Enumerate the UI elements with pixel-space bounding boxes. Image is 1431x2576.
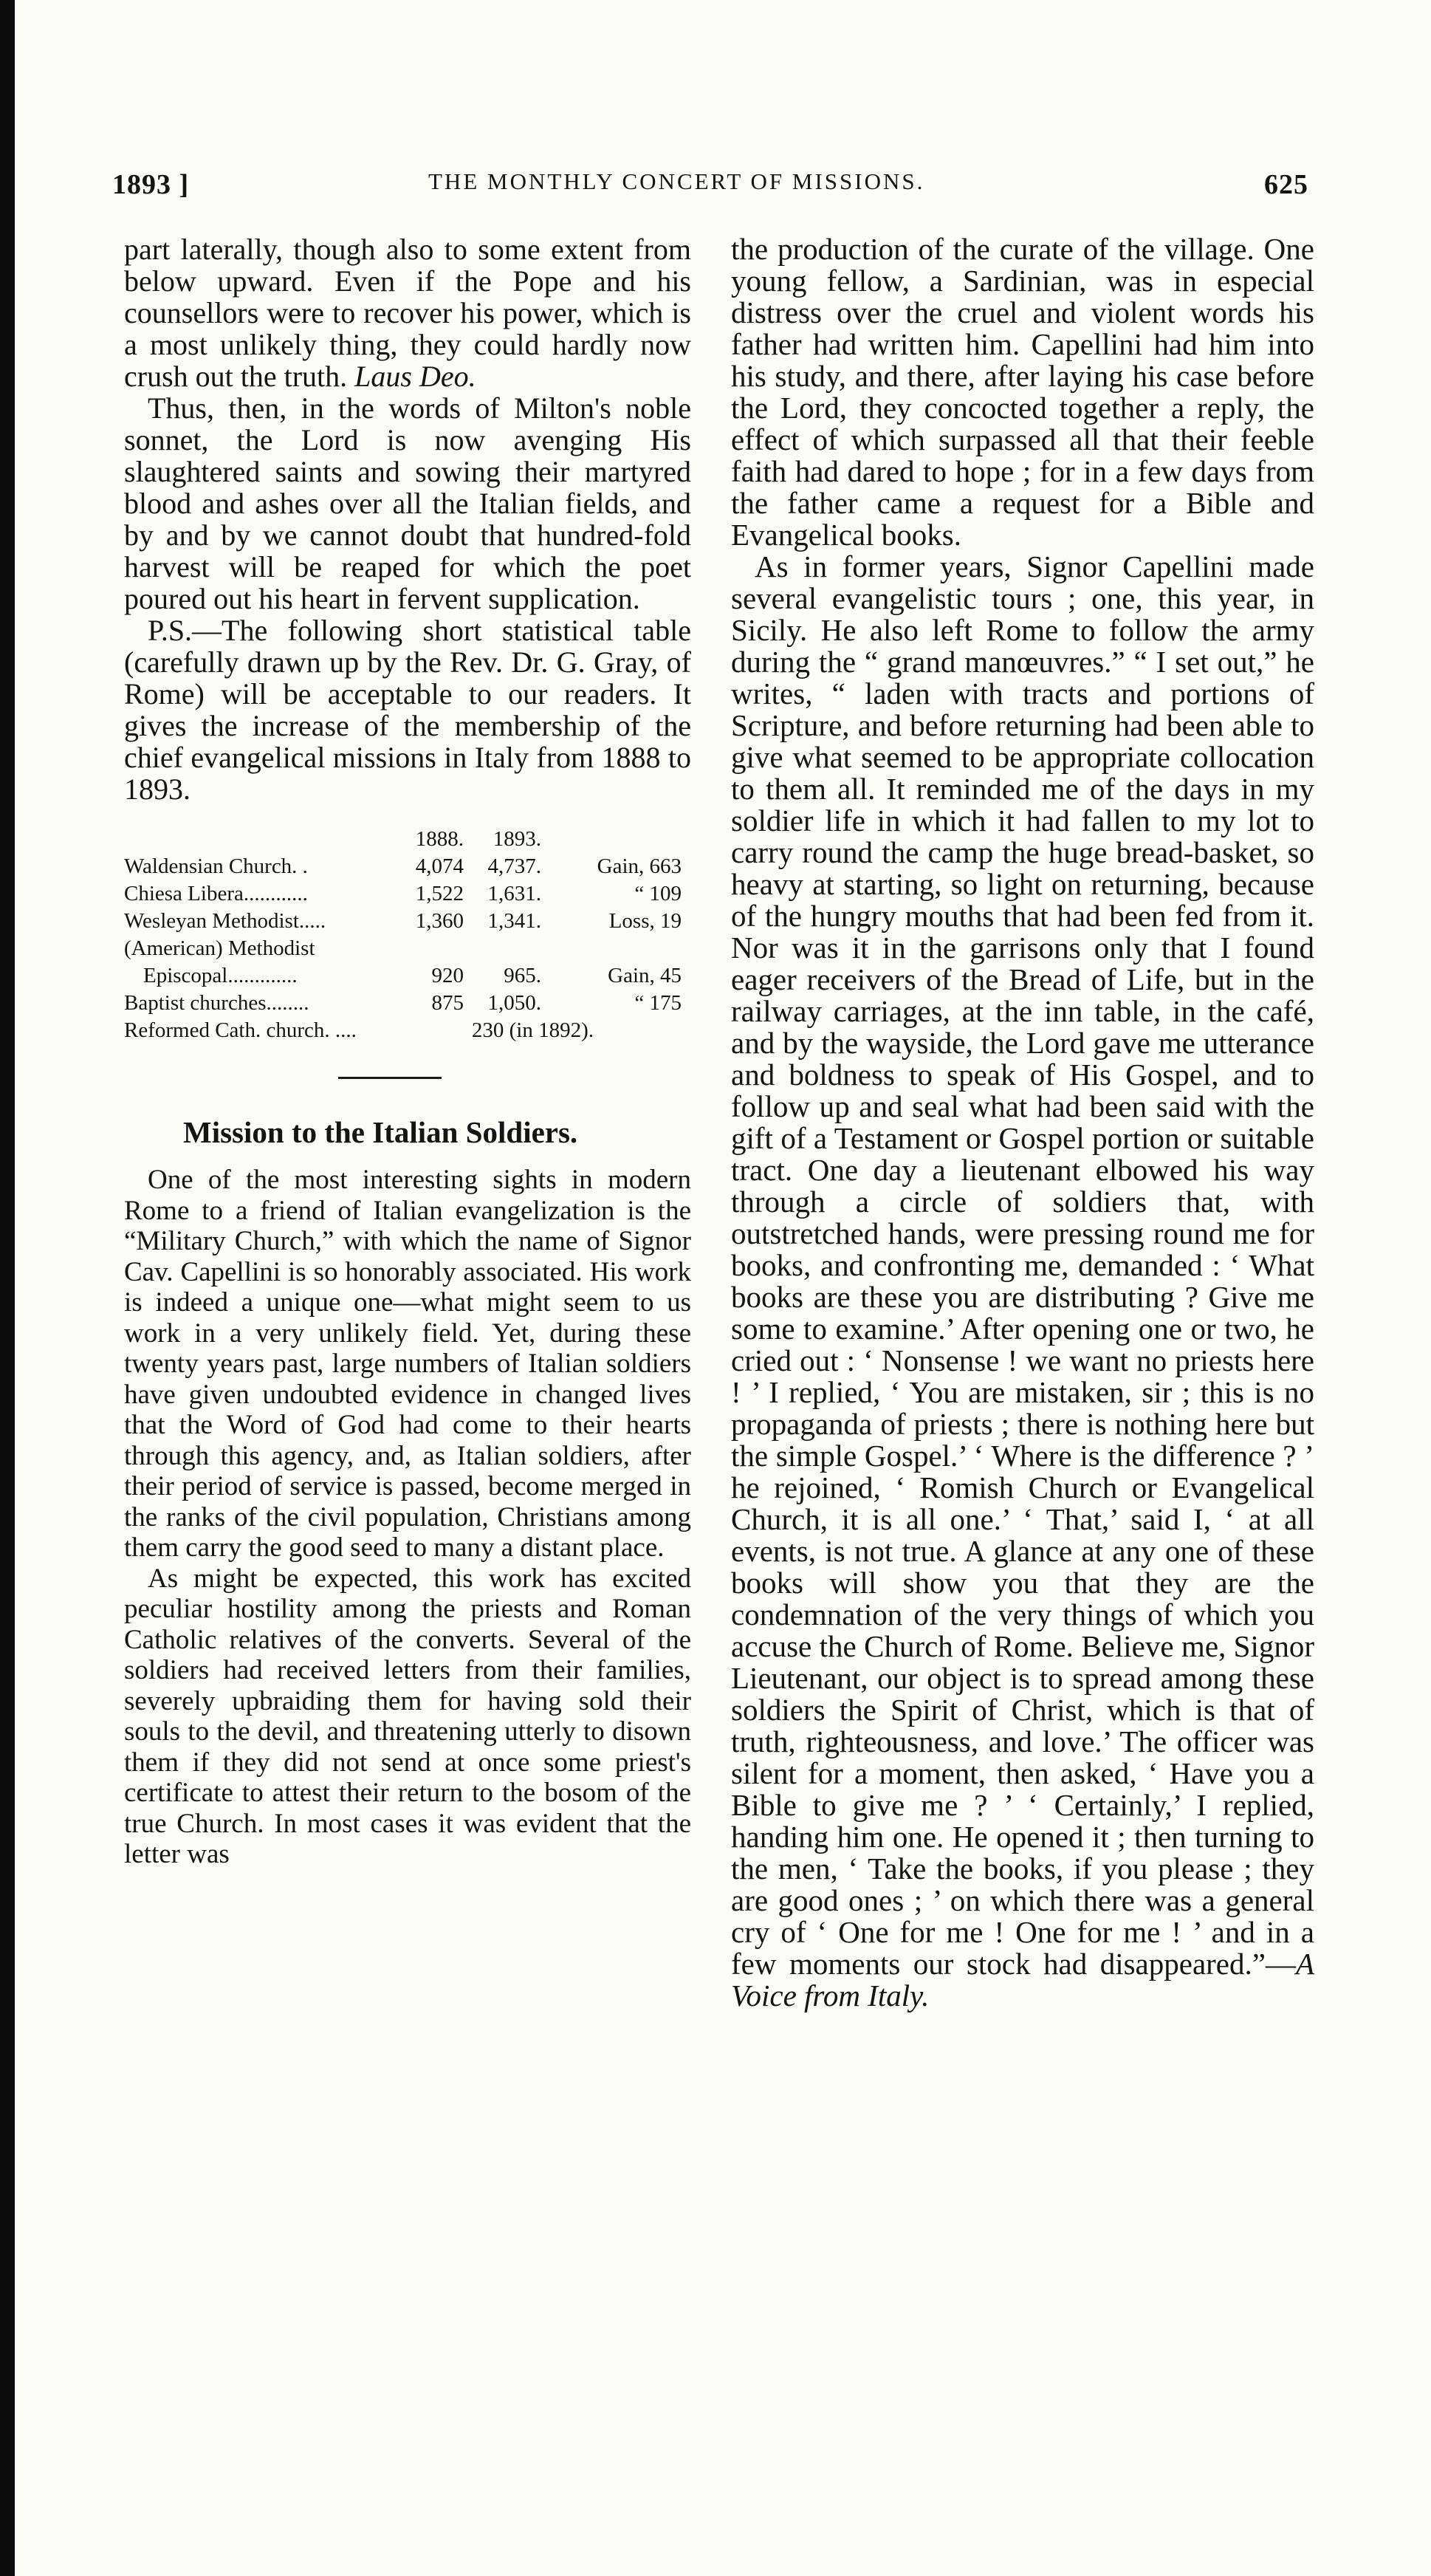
table-cell: 875 [431,991,464,1015]
table-row [124,880,685,908]
scan-border [0,0,15,2576]
column-header: 1893. [493,827,541,851]
table-cell: 1,522 [415,882,464,905]
table-row [124,962,685,990]
right-column [731,233,1314,2012]
page-number: 625 [1264,169,1308,200]
paragraph: As might be expected, this work has excited peculiar hostility among the priests and Roman Catholic relatives of the converts. Several of the soldiers had received letters from their families, severely upbraiding them for having sold their souls to the devil, and threatening utterly to disown them if they did not send at once some priest's certificate to attest their return to the bosom of the true Church. In most cases it was evident that the letter was [124,1563,691,1869]
table-cell: 4,737. [487,854,541,878]
running-head-title: THE MONTHLY CONCERT OF MISSIONS. [428,168,925,194]
paragraph: Thus, then, in the words of Milton's noble sonnet, the Lord is now avenging His slaughtered saints and sowing their martyred blood and ashes over all the Italian fields, and by and by we cannot doubt that hundred-fold harvest will be reaped for which the poet poured out his heart in fervent supplication. [124,391,691,615]
signature-text: A Voice from Italy. [731,1947,1314,2012]
table-cell: 1,360 [415,909,464,933]
table-cell: Gain, 663 [597,854,682,878]
table-cell: (American) Methodist [124,936,315,960]
section-heading: Mission to the Italian Soldiers. [183,1115,578,1149]
table-cell [385,1017,457,1044]
paragraph: P.S.—The following short statistical table (carefully drawn up by the Rev. Dr. G. Gray, of Rome) will be acceptable to our readers. It gives the increase of the membership of the chief evangelical missions in Italy from 1888 to 1893. [124,614,691,806]
table-cell [541,935,682,962]
paragraph [731,551,1314,2012]
running-head-year: 1893 ] [112,169,190,200]
paragraph-text: part laterally, though also to some extent from below upward. Even if the Pope and his counsellors were to recover his power, which is a most unlikely thing, they could hardly now crush out the truth. [124,233,691,393]
table-cell: 4,074 [415,854,464,878]
table-cell: Loss, 19 [608,909,682,933]
statistics-table [124,826,685,1044]
table-cell: Waldensian Church. . [124,854,308,878]
table-cell: 230 (in 1892). [471,1018,594,1042]
paragraph-text: As in former years, Signor Capellini made several evangelistic tours ; one, this year, in Sicily. He also left Rome to follow the army during the “ grand manœuvres.” “ I set out,” he writes, “ laden with tracts and portions of Scripture, and before returning had been able to give what seemed to be appropriate collocation to them all. It reminded me of the days in my soldier life in which it had fallen to my lot to carry round the camp the huge bread-basket, so heavy at starting, so light on returning, because of the hungry mouths that had been fed from it. Nor was it in the garrisons only that I found eager receivers of the Bread of Life, but in the railway carriages, at the inn table, in the café, and by the wayside, the Lord gave me utterance and boldness to speak of His Gospel, and to follow up and seal what had been said with the gift of a Testament or Gospel portion or suitable tract. One day a lieutenant elbowed his way through a circle of soldiers that, with outstretched hands, were pressing round me for books, and confronting me, demanded : ‘ What books are these you are distributing ? Give me some to examine.’ After opening one or two, he cried out : ‘ Nonsense ! we want no priests here ! ’ I replied, ‘ You are mistaken, sir ; this is no propaganda of priests ; there is nothing here but the simple Gospel.’ ‘ Where is the difference ? ’ he rejoined, ‘ Romish Church or Evangelical Church, it is all one.’ ‘ That,’ said I, ‘ at all events, is not true. A glance at any one of these books will show you that they are the condemnation of the very things of which you accuse the Church of Rome. Believe me, Signor Lieutenant, our object is to spread among these soldiers the Spirit of Christ, which is that of truth, righteousness, and love.’ The officer was silent for a moment, then asked, ‘ Have you a Bible to give me ? ’ ‘ Certainly,’ I replied, handing him one. He opened it ; then turning to the men, ‘ Take the books, if you please ; they are good ones ; ’ on which there was a general cry of ‘ One for me ! One for me ! ’ and in a few moments our stock had disappeared.”— [731,549,1314,1981]
table-cell: 1,050. [487,991,541,1015]
book-page [15,0,1431,2576]
table-cell: 920 [431,964,464,987]
table-cell [390,935,464,962]
table-cell: Baptist churches........ [124,991,309,1015]
table-cell [464,935,541,962]
table-cell: 1,631. [487,882,541,905]
table-row [124,990,685,1017]
table-cell: Gain, 45 [608,964,682,987]
signature-text: Laus Deo. [354,360,476,393]
table-cell: 965. [504,964,541,987]
left-column [124,233,691,1870]
paragraph: the production of the curate of the village. One young fellow, a Sardinian, was in especial distress over the cruel and violent words his father had written him. Capellini had him into his study, and there, after laying his case before the Lord, they concocted together a reply, the effect of which surpassed all that their feeble faith had dared to hope ; for in a few days from the father came a request for a Bible and Evangelical books. [731,232,1314,552]
table-row [124,935,685,962]
table-cell: Reformed Cath. church. .... [124,1018,357,1042]
section-divider [338,1077,442,1079]
table-row [124,908,685,935]
table-cell: Episcopal............. [143,964,298,987]
table-cell: 1,341. [487,909,541,933]
table-cell: “ 109 [634,882,682,905]
table-cell: Chiesa Libera............ [124,882,308,905]
table-cell: Wesleyan Methodist..... [124,909,326,933]
paragraph: One of the most interesting sights in modern Rome to a friend of Italian evangelization is the “Military Church,” with which the name of Signor Cav. Capellini is so honorably associated. His work is indeed a unique one—what might seem to us work in a very unlikely field. Yet, during these twenty years past, large numbers of Italian soldiers have given undoubted evidence in changed lives that the Word of God had come to their hearts through this agency, and, as Italian soldiers, after their period of service is passed, become merged in the ranks of the civil population, Christians among them carry the good seed to many a distant place. [124,1165,691,1563]
table-row [124,853,685,880]
table-cell: “ 175 [634,991,682,1015]
paragraph [124,233,691,392]
table-header [124,826,685,853]
column-header: 1888. [415,827,464,851]
table-row [124,1017,685,1044]
